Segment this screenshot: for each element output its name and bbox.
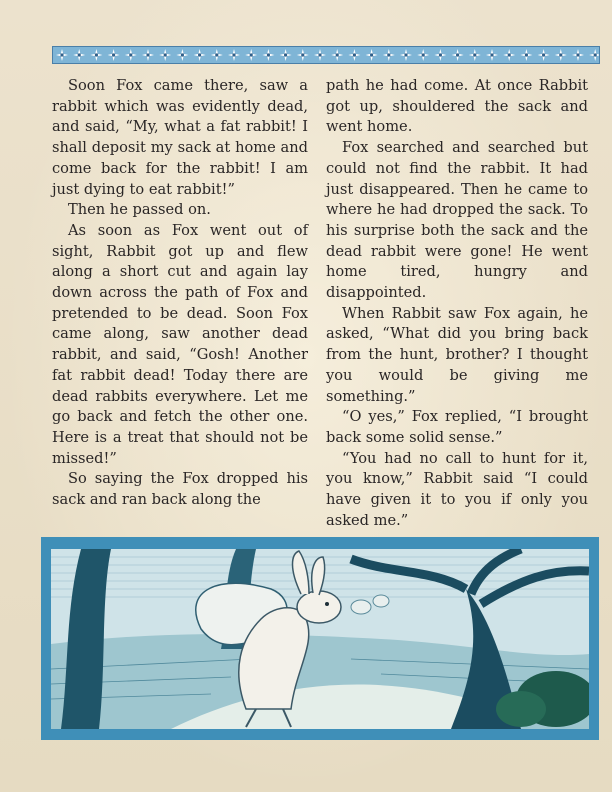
left-text-column — [52, 76, 308, 511]
decorative-border — [52, 46, 600, 64]
paragraph: path he had come. At once Rabbit got up, shouldered the sack and went home. — [326, 77, 588, 136]
paragraph: Soon Fox came there, saw a rabbit which was evidently dead, and said, “My, what a fat rabbit! I shall deposit my sack at home and come back for the rabbit! I am just dying to eat rabbit!” — [52, 77, 308, 198]
paragraph: Fox searched and searched but could not find the rabbit. It had just disappeared. Then he came to where he had dropped the sack. To his surprise both the sack and the dead rabbit were gone! He went home tired, hungry and disappointed. — [326, 139, 588, 302]
rabbit-carrying-sack-illustration — [51, 549, 589, 729]
paragraph: Then he passed on. — [68, 201, 211, 219]
paragraph: As soon as Fox went out of sight, Rabbit got up and flew along a short cut and again lay down across the path of Fox and pretended to be dead. Soon Fox came along, saw another dead rabbit, and said, “Gosh! Another fat rabbit dead! Today there are dead rabbits everywhere. Let me go back and fetch the other one. Here is a treat that should not be missed!” — [52, 221, 308, 467]
flower-pattern-icon — [53, 47, 599, 63]
paragraph: “O yes,” Fox replied, “I brought back some solid sense.” — [326, 408, 588, 446]
story-illustration — [41, 537, 599, 740]
right-text-column — [326, 76, 588, 531]
paragraph: When Rabbit saw Fox again, he asked, “What did you bring back from the hunt, brother? I thought you would be giving me something.” — [326, 304, 588, 405]
paragraph: “You had no call to hunt for it, you know,” Rabbit said “I could have given it to you if only you asked me.” — [326, 449, 588, 529]
paragraph: So saying the Fox dropped his sack and ran back along the — [52, 470, 308, 509]
